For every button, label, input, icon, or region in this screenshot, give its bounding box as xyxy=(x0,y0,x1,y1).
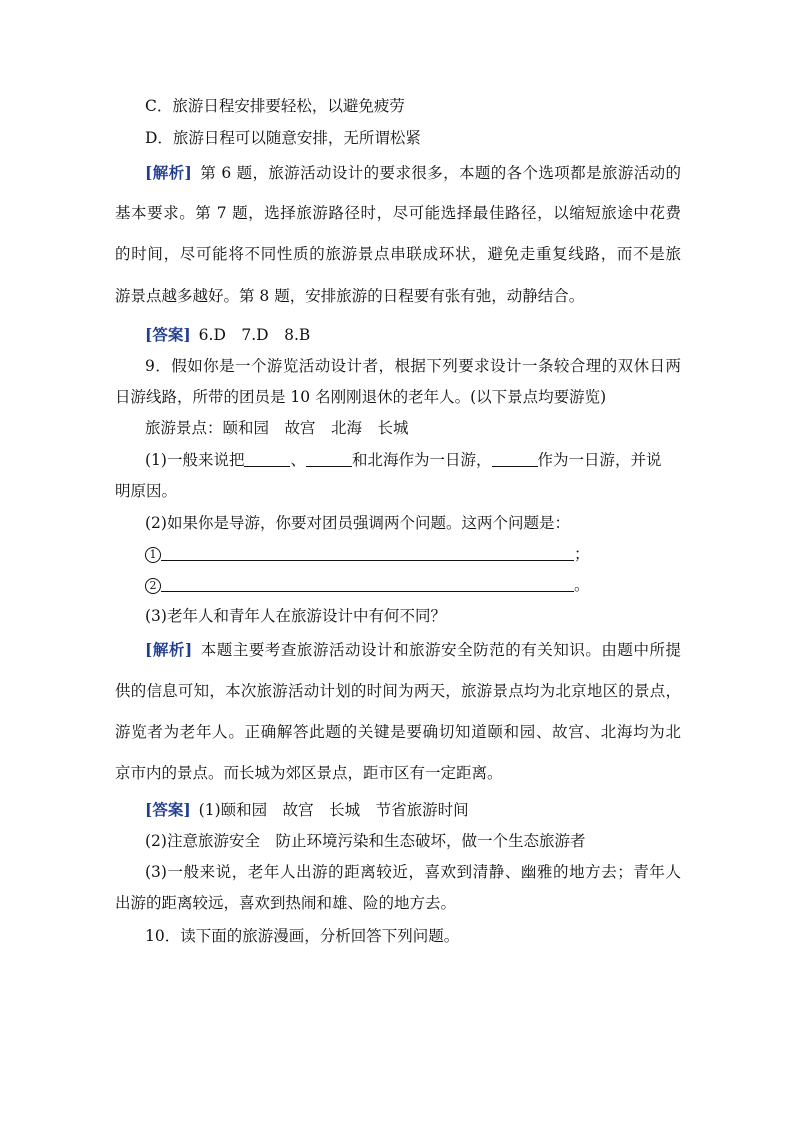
analysis-tag: [解析] xyxy=(145,163,192,182)
option-d: D．旅游日程可以随意安排，无所谓松紧 xyxy=(145,129,421,147)
analysis2-line3: 游览者为老年人。正确解答此题的关键是要确切知道颐和园、故宫、北海均为北 xyxy=(115,723,681,741)
answer2-line2: (2)注意旅游安全 防止环境污染和生态破坏，做一个生态旅游者 xyxy=(145,832,586,850)
blank-2[interactable] xyxy=(306,451,352,467)
answer-blank-1[interactable] xyxy=(161,545,574,561)
analysis-text: 第 6 题，旅游活动设计的要求很多，本题的各个选项都是旅游活动的 xyxy=(199,164,681,182)
answer-tag: [答案] xyxy=(145,325,191,344)
analysis-tag-2: [解析] xyxy=(145,640,193,659)
answer1-line xyxy=(145,325,681,345)
analysis1-line2: 基本要求。第 7 题，选择旅游路径时，尽可能选择最佳路径，以缩短旅途中花费 xyxy=(115,204,681,222)
answer-blank-2[interactable] xyxy=(161,576,574,592)
blank-1[interactable] xyxy=(244,451,290,467)
blank-3[interactable] xyxy=(492,451,538,467)
analysis2-text: 本题主要考查旅游活动设计和旅游安全防范的有关知识。由题中所提 xyxy=(200,641,681,659)
analysis2-line1 xyxy=(145,640,681,660)
q9-answer-line-1 xyxy=(145,544,681,564)
answer-text: 6.D 7.D 8.B xyxy=(198,326,311,344)
analysis1-line4: 游景点越多越好。第 8 题，安排旅游的日程要有张有弛，动静结合。 xyxy=(115,287,585,305)
q9-part3: (3)老年人和青年人在旅游设计中有何不同？ xyxy=(145,607,446,625)
answer2-line1 xyxy=(145,800,681,820)
answer2-line3: (3)一般来说，老年人出游的距离较近，喜欢到清静、幽雅的地方去；青年人 xyxy=(145,863,681,881)
answer2-line4: 出游的距离较远，喜欢到热闹和雄、险的地方去。 xyxy=(115,894,457,912)
answer2-text: (1)颐和园 故宫 长城 节省旅游时间 xyxy=(198,801,469,819)
circled-number-2: 2 xyxy=(145,578,161,594)
analysis1-line3: 的时间，尽可能将不同性质的旅游景点串联成环状，避免走重复线路，而不是旅 xyxy=(115,245,681,263)
q9-spots: 旅游景点：颐和园 故宫 北海 长城 xyxy=(145,419,409,437)
option-c: C．旅游日程安排要轻松，以避免疲劳 xyxy=(145,97,405,115)
q9-part2: (2)如果你是导游，你要对团员强调两个问题。这两个问题是： xyxy=(145,514,570,532)
semicolon: ； xyxy=(574,545,590,563)
q9-part1-end: 明原因。 xyxy=(115,482,178,500)
q9-part1-text-a: (1)一般来说把 xyxy=(145,451,245,469)
q9-answer-line-2 xyxy=(145,575,681,595)
circled-number-1: 1 xyxy=(145,547,161,563)
q10-line: 10．读下面的旅游漫画，分析回答下列问题。 xyxy=(145,927,460,945)
analysis2-line2: 供的信息可知，本次旅游活动计划的时间为两天，旅游景点均为北京地区的景点， xyxy=(115,682,681,700)
q9-part1 xyxy=(145,450,681,470)
analysis2-line4: 京市内的景点。而长城为郊区景点，距市区有一定距离。 xyxy=(115,764,503,782)
q9-part1-text-b: 和北海作为一日游， xyxy=(351,451,492,469)
period: 。 xyxy=(574,576,590,594)
answer-tag-2: [答案] xyxy=(145,800,191,819)
analysis1-line1 xyxy=(145,163,681,183)
q9-part1-text-c: 作为一日游，并说 xyxy=(537,451,662,469)
q9-line1: 9．假如你是一个游览活动设计者，根据下列要求设计一条较合理的双休日两 xyxy=(145,357,681,375)
q9-part1-sep: 、 xyxy=(290,451,306,469)
q9-line2: 日游线路，所带的团员是 10 名刚刚退休的老年人。(以下景点均要游览) xyxy=(115,388,607,406)
